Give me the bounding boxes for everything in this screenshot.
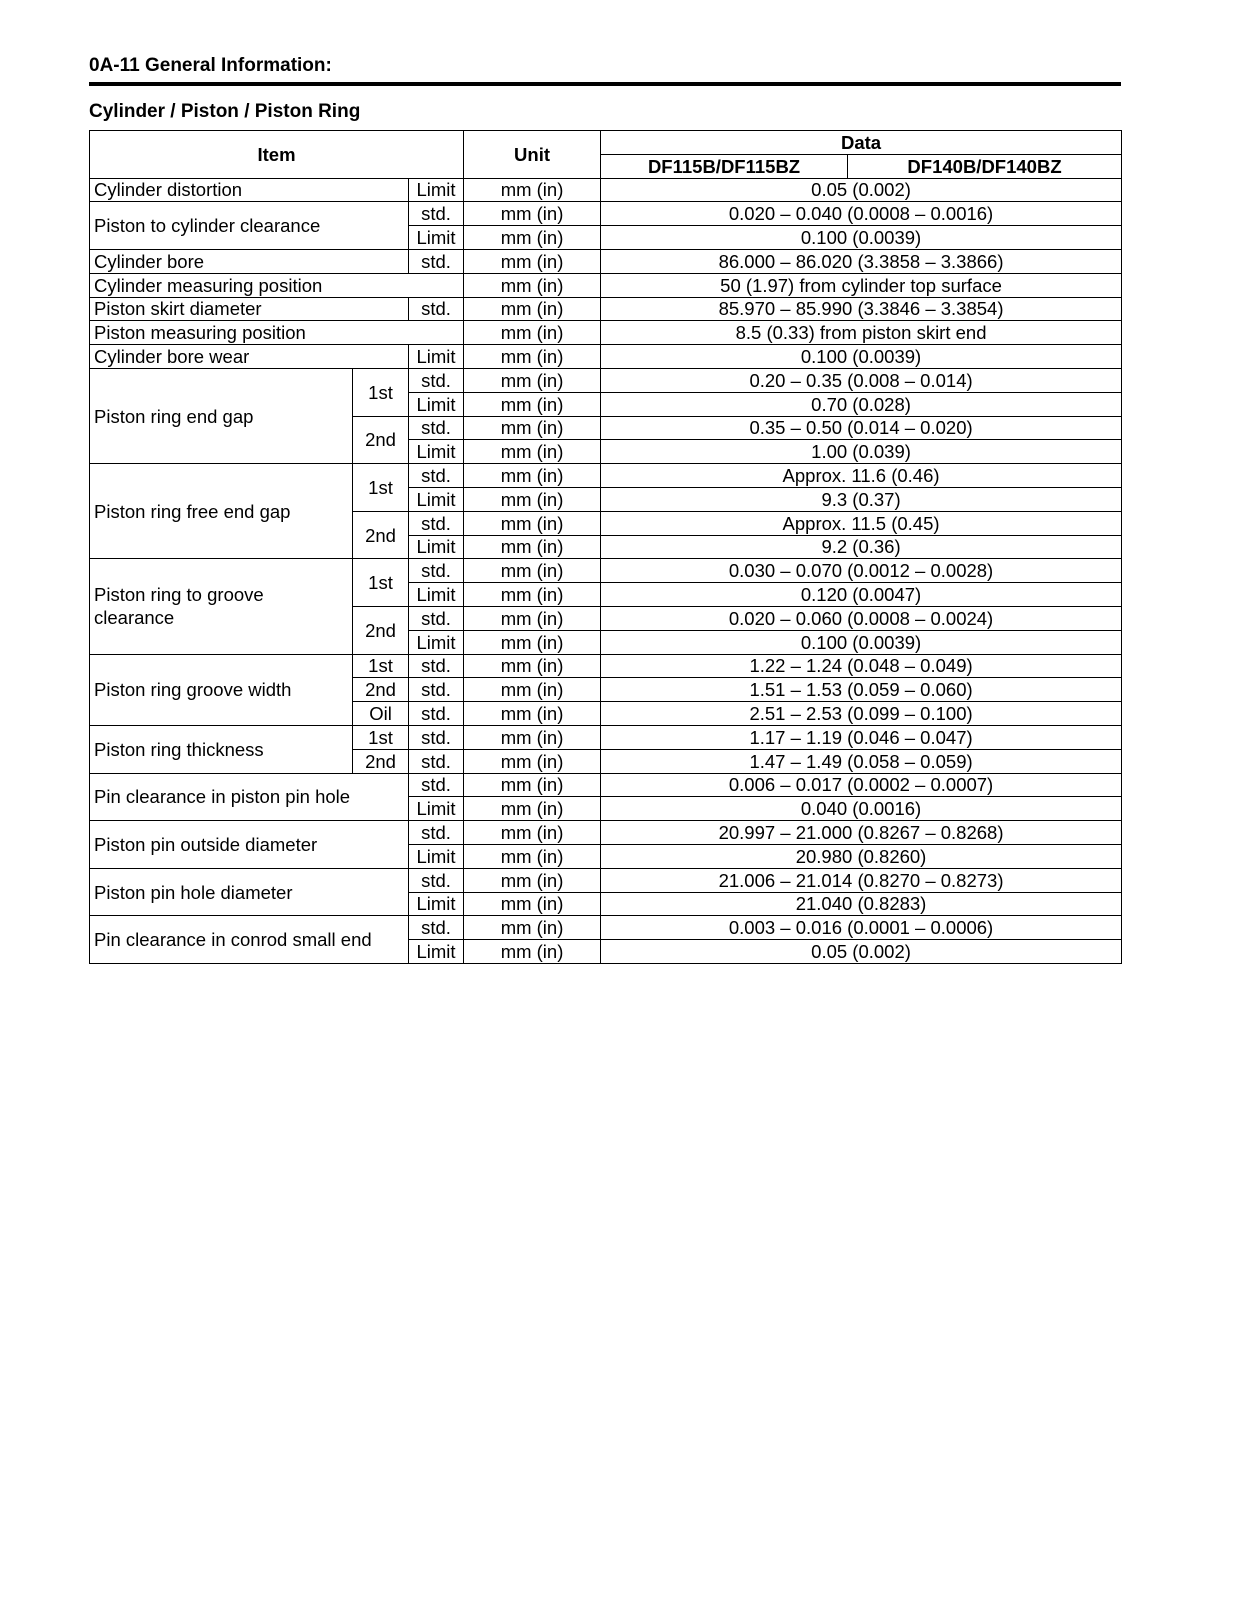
value-cell: 1.51 – 1.53 (0.059 – 0.060) xyxy=(601,678,1122,702)
table-row xyxy=(90,821,1122,845)
value-cell: 0.020 – 0.060 (0.0008 – 0.0024) xyxy=(601,606,1122,630)
class-cell: std. xyxy=(409,749,464,773)
class-cell: std. xyxy=(409,678,464,702)
value-cell: Approx. 11.5 (0.45) xyxy=(601,511,1122,535)
unit-cell: mm (in) xyxy=(464,368,601,392)
class-cell: Limit xyxy=(409,226,464,250)
class-cell: std. xyxy=(409,654,464,678)
value-cell: 9.3 (0.37) xyxy=(601,487,1122,511)
item-cell: Piston measuring position xyxy=(90,321,464,345)
item-cell: Piston ring free end gap xyxy=(90,464,353,559)
ring-cell: 1st xyxy=(353,559,409,607)
class-cell: std. xyxy=(409,868,464,892)
unit-cell: mm (in) xyxy=(464,892,601,916)
class-cell: std. xyxy=(409,416,464,440)
value-cell: 9.2 (0.36) xyxy=(601,535,1122,559)
table-row xyxy=(90,202,1122,226)
class-cell: Limit xyxy=(409,345,464,369)
ring-cell: 2nd xyxy=(353,416,409,464)
table-row xyxy=(90,868,1122,892)
item-cell: Cylinder bore wear xyxy=(90,345,409,369)
table-row xyxy=(90,773,1122,797)
table-row xyxy=(90,249,1122,273)
item-cell: Piston pin hole diameter xyxy=(90,868,409,916)
unit-cell: mm (in) xyxy=(464,487,601,511)
table-row xyxy=(90,321,1122,345)
class-cell: std. xyxy=(409,916,464,940)
value-cell: 0.05 (0.002) xyxy=(601,178,1122,202)
ring-cell: 1st xyxy=(353,464,409,512)
unit-cell: mm (in) xyxy=(464,725,601,749)
class-cell: Limit xyxy=(409,178,464,202)
unit-cell: mm (in) xyxy=(464,345,601,369)
unit-cell: mm (in) xyxy=(464,511,601,535)
value-cell: 1.17 – 1.19 (0.046 – 0.047) xyxy=(601,725,1122,749)
item-cell: Cylinder measuring position xyxy=(90,273,464,297)
class-cell: std. xyxy=(409,702,464,726)
unit-cell: mm (in) xyxy=(464,321,601,345)
value-cell: 0.70 (0.028) xyxy=(601,392,1122,416)
value-cell: 20.997 – 21.000 (0.8267 – 0.8268) xyxy=(601,821,1122,845)
unit-cell: mm (in) xyxy=(464,226,601,250)
item-cell: Piston ring thickness xyxy=(90,725,353,773)
class-cell: std. xyxy=(409,297,464,321)
unit-cell: mm (in) xyxy=(464,702,601,726)
table-row xyxy=(90,345,1122,369)
ring-cell: 1st xyxy=(353,368,409,416)
item-cell: Cylinder bore xyxy=(90,249,409,273)
item-cell: Piston ring groove width xyxy=(90,654,353,725)
unit-cell: mm (in) xyxy=(464,940,601,964)
unit-cell: mm (in) xyxy=(464,464,601,488)
value-cell: 1.47 – 1.49 (0.058 – 0.059) xyxy=(601,749,1122,773)
page-header xyxy=(89,55,1121,77)
value-cell: 0.030 – 0.070 (0.0012 – 0.0028) xyxy=(601,559,1122,583)
value-cell: 50 (1.97) from cylinder top surface xyxy=(601,273,1122,297)
unit-cell: mm (in) xyxy=(464,797,601,821)
class-cell: std. xyxy=(409,249,464,273)
unit-cell: mm (in) xyxy=(464,583,601,607)
item-cell: Piston skirt diameter xyxy=(90,297,409,321)
table-row xyxy=(90,464,1122,488)
class-cell: Limit xyxy=(409,797,464,821)
item-cell: Piston ring end gap xyxy=(90,368,353,463)
class-cell: std. xyxy=(409,773,464,797)
item-cell: Piston pin outside diameter xyxy=(90,821,409,869)
class-cell: Limit xyxy=(409,940,464,964)
unit-cell: mm (in) xyxy=(464,821,601,845)
value-cell: 0.006 – 0.017 (0.0002 – 0.0007) xyxy=(601,773,1122,797)
item-cell: Piston to cylinder clearance xyxy=(90,202,409,250)
unit-cell: mm (in) xyxy=(464,773,601,797)
class-cell: std. xyxy=(409,559,464,583)
value-cell: 0.020 – 0.040 (0.0008 – 0.0016) xyxy=(601,202,1122,226)
value-cell: Approx. 11.6 (0.46) xyxy=(601,464,1122,488)
value-cell: 0.100 (0.0039) xyxy=(601,226,1122,250)
unit-cell: mm (in) xyxy=(464,844,601,868)
unit-cell: mm (in) xyxy=(464,630,601,654)
class-cell: Limit xyxy=(409,487,464,511)
unit-cell: mm (in) xyxy=(464,178,601,202)
table-row xyxy=(90,559,1122,583)
item-cell-line-1: Piston ring to groove xyxy=(94,584,264,606)
unit-cell: mm (in) xyxy=(464,868,601,892)
unit-cell: mm (in) xyxy=(464,249,601,273)
ring-cell: 1st xyxy=(353,725,409,749)
value-cell: 21.040 (0.8283) xyxy=(601,892,1122,916)
unit-cell: mm (in) xyxy=(464,678,601,702)
ring-cell: 2nd xyxy=(353,606,409,654)
class-cell: Limit xyxy=(409,535,464,559)
class-cell: std. xyxy=(409,725,464,749)
value-cell: 85.970 – 85.990 (3.3846 – 3.3854) xyxy=(601,297,1122,321)
unit-cell: mm (in) xyxy=(464,916,601,940)
ring-cell: 2nd xyxy=(353,511,409,559)
table-row xyxy=(90,654,1122,678)
ring-cell: Oil xyxy=(353,702,409,726)
value-cell: 1.00 (0.039) xyxy=(601,440,1122,464)
table-row xyxy=(90,725,1122,749)
class-cell: std. xyxy=(409,464,464,488)
item-cell xyxy=(90,559,353,654)
ring-cell: 1st xyxy=(353,654,409,678)
item-cell-line-2: clearance xyxy=(94,607,175,629)
spec-table xyxy=(89,130,1122,964)
class-cell: std. xyxy=(409,606,464,630)
unit-cell: mm (in) xyxy=(464,202,601,226)
ring-cell: 2nd xyxy=(353,678,409,702)
section-title: Cylinder / Piston / Piston Ring xyxy=(89,101,361,122)
unit-cell: mm (in) xyxy=(464,273,601,297)
col-header-data: Data xyxy=(601,131,1122,155)
unit-cell: mm (in) xyxy=(464,392,601,416)
value-cell: 0.05 (0.002) xyxy=(601,940,1122,964)
ring-cell: 2nd xyxy=(353,749,409,773)
unit-cell: mm (in) xyxy=(464,440,601,464)
page-header-title: 0A-11 General Information: xyxy=(89,55,332,76)
item-cell: Pin clearance in piston pin hole xyxy=(90,773,409,821)
unit-cell: mm (in) xyxy=(464,654,601,678)
item-cell: Cylinder distortion xyxy=(90,178,409,202)
class-cell: Limit xyxy=(409,844,464,868)
unit-cell: mm (in) xyxy=(464,749,601,773)
value-cell: 8.5 (0.33) from piston skirt end xyxy=(601,321,1122,345)
unit-cell: mm (in) xyxy=(464,297,601,321)
class-cell: Limit xyxy=(409,583,464,607)
value-cell: 20.980 (0.8260) xyxy=(601,844,1122,868)
col-header-model-1: DF115B/DF115BZ xyxy=(601,154,848,178)
value-cell: 21.006 – 21.014 (0.8270 – 0.8273) xyxy=(601,868,1122,892)
value-cell: 0.120 (0.0047) xyxy=(601,583,1122,607)
col-header-model-2: DF140B/DF140BZ xyxy=(848,154,1122,178)
value-cell: 2.51 – 2.53 (0.099 – 0.100) xyxy=(601,702,1122,726)
table-row xyxy=(90,178,1122,202)
class-cell: std. xyxy=(409,511,464,535)
value-cell: 0.100 (0.0039) xyxy=(601,345,1122,369)
class-cell: Limit xyxy=(409,630,464,654)
header-rule xyxy=(89,82,1121,86)
col-header-item: Item xyxy=(90,131,464,179)
value-cell: 0.040 (0.0016) xyxy=(601,797,1122,821)
value-cell: 0.20 – 0.35 (0.008 – 0.014) xyxy=(601,368,1122,392)
unit-cell: mm (in) xyxy=(464,606,601,630)
table-row xyxy=(90,368,1122,392)
value-cell: 1.22 – 1.24 (0.048 – 0.049) xyxy=(601,654,1122,678)
value-cell: 0.003 – 0.016 (0.0001 – 0.0006) xyxy=(601,916,1122,940)
table-row xyxy=(90,916,1122,940)
unit-cell: mm (in) xyxy=(464,416,601,440)
class-cell: Limit xyxy=(409,392,464,416)
class-cell: std. xyxy=(409,202,464,226)
class-cell: std. xyxy=(409,368,464,392)
value-cell: 0.35 – 0.50 (0.014 – 0.020) xyxy=(601,416,1122,440)
table-row xyxy=(90,273,1122,297)
col-header-unit: Unit xyxy=(464,131,601,179)
class-cell: Limit xyxy=(409,892,464,916)
table-header-row xyxy=(90,131,1122,155)
item-cell: Pin clearance in conrod small end xyxy=(90,916,409,964)
unit-cell: mm (in) xyxy=(464,535,601,559)
class-cell: std. xyxy=(409,821,464,845)
table-row xyxy=(90,297,1122,321)
class-cell: Limit xyxy=(409,440,464,464)
value-cell: 86.000 – 86.020 (3.3858 – 3.3866) xyxy=(601,249,1122,273)
value-cell: 0.100 (0.0039) xyxy=(601,630,1122,654)
unit-cell: mm (in) xyxy=(464,559,601,583)
